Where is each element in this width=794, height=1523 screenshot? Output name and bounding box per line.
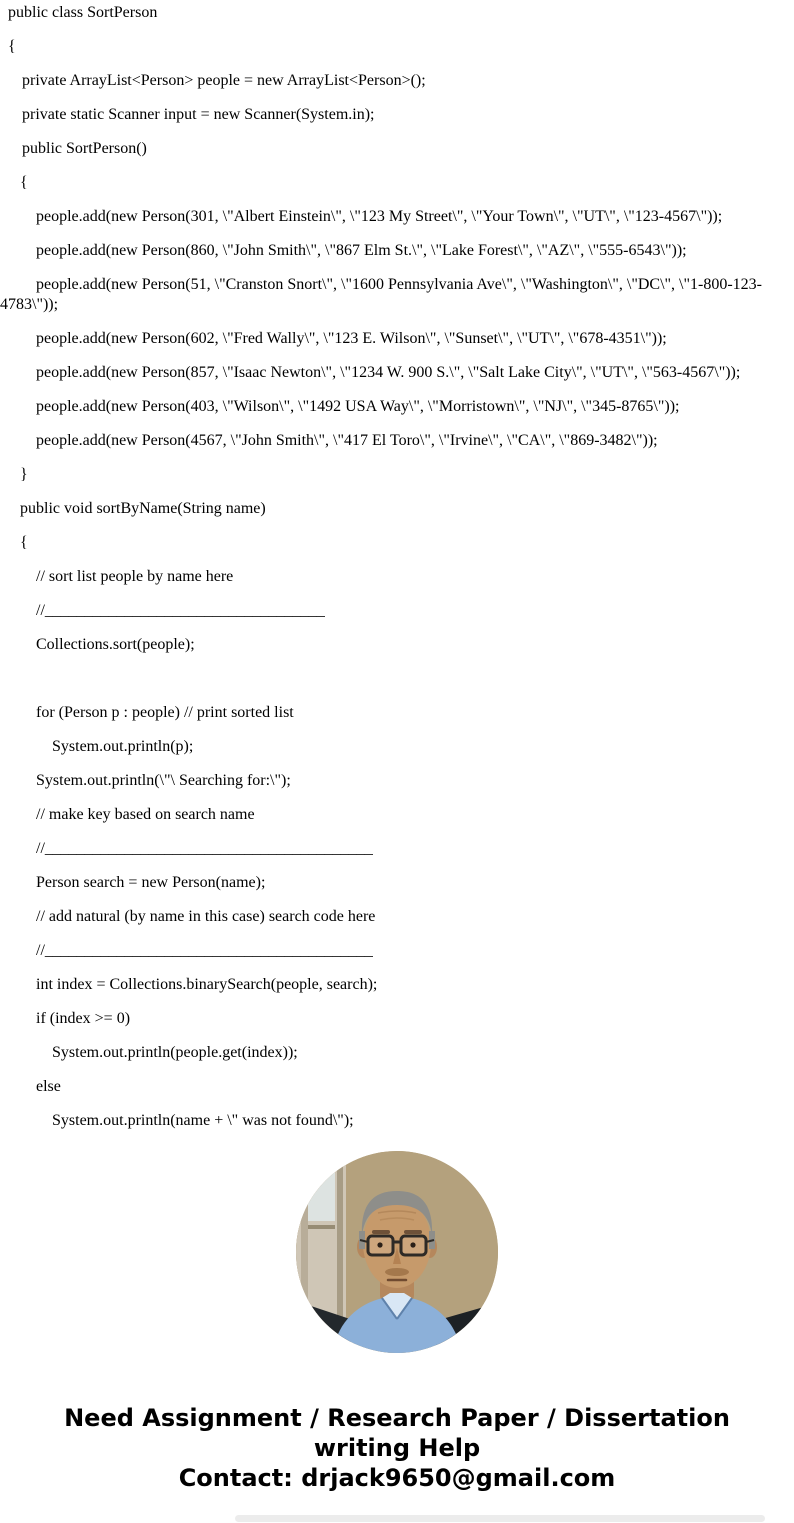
avatar bbox=[296, 1151, 498, 1353]
code-line: Person search = new Person(name); bbox=[36, 874, 266, 891]
contact-line: Contact: drjack9650@gmail.com bbox=[178, 1464, 616, 1492]
code-line: 4783\")); bbox=[0, 296, 59, 313]
code-line: //_________________________________________ bbox=[36, 942, 373, 959]
code-line: if (index >= 0) bbox=[36, 1010, 131, 1027]
code-line: private static Scanner input = new Scanner(System.in); bbox=[22, 106, 375, 123]
code-line: System.out.println(people.get(index)); bbox=[52, 1044, 298, 1061]
code-line bbox=[0, 669, 794, 689]
code-line: people.add(new Person(403, \"Wilson\", \"1492 USA Way\", \"Morristown\", \"NJ\", \"345-8765\")); bbox=[36, 398, 680, 415]
code-line: people.add(new Person(860, \"John Smith\", \"867 Elm St.\", \"Lake Forest\", \"AZ\", \"555-6543\")); bbox=[36, 242, 687, 259]
code-line: { bbox=[20, 174, 28, 191]
code-line: Collections.sort(people); bbox=[36, 636, 195, 653]
code-line: System.out.println(name + \" was not found\"); bbox=[52, 1112, 354, 1129]
code-line: public void sortByName(String name) bbox=[20, 500, 266, 517]
code-line: int index = Collections.binarySearch(people, search); bbox=[36, 976, 378, 993]
code-line: people.add(new Person(857, \"Isaac Newton\", \"1234 W. 900 S.\", \"Salt Lake City\", \"UT\", \"563-4567\")); bbox=[36, 364, 741, 381]
code-line: //___________________________________ bbox=[36, 602, 325, 619]
code-line: public class SortPerson bbox=[8, 4, 158, 21]
code-line: } bbox=[20, 466, 28, 483]
code-line: { bbox=[8, 38, 16, 55]
code-line: people.add(new Person(301, \"Albert Einstein\", \"123 My Street\", \"Your Town\", \"UT\", \"123-4567\")); bbox=[36, 208, 723, 225]
code-line: for (Person p : people) // print sorted list bbox=[36, 704, 294, 721]
code-line: { bbox=[20, 534, 28, 551]
code-line: //_________________________________________ bbox=[36, 840, 373, 857]
code-line: people.add(new Person(4567, \"John Smith\", \"417 El Toro\", \"Irvine\", \"CA\", \"869-3482\")); bbox=[36, 432, 658, 449]
bottom-edge-artifact bbox=[235, 1515, 765, 1522]
code-line: System.out.println(\"\ Searching for:\"); bbox=[36, 772, 291, 789]
help-heading: Need Assignment / Research Paper / Dissertation writing Help bbox=[64, 1404, 730, 1462]
code-line: System.out.println(p); bbox=[52, 738, 194, 755]
code-line: // add natural (by name in this case) search code here bbox=[36, 908, 376, 925]
code-line: // sort list people by name here bbox=[36, 568, 234, 585]
code-line: people.add(new Person(51, \"Cranston Snort\", \"1600 Pennsylvania Ave\", \"Washington\", \"DC\", \"1-800-123- bbox=[36, 276, 763, 293]
code-line: public SortPerson() bbox=[22, 140, 147, 157]
footer bbox=[0, 1403, 794, 1493]
code-line: // make key based on search name bbox=[36, 806, 255, 823]
portrait-photo bbox=[296, 1151, 498, 1353]
code-line: people.add(new Person(602, \"Fred Wally\", \"123 E. Wilson\", \"Sunset\", \"UT\", \"678-4351\")); bbox=[36, 330, 667, 347]
code-line: else bbox=[36, 1078, 61, 1095]
code-line: private ArrayList<Person> people = new ArrayList<Person>(); bbox=[22, 72, 426, 89]
